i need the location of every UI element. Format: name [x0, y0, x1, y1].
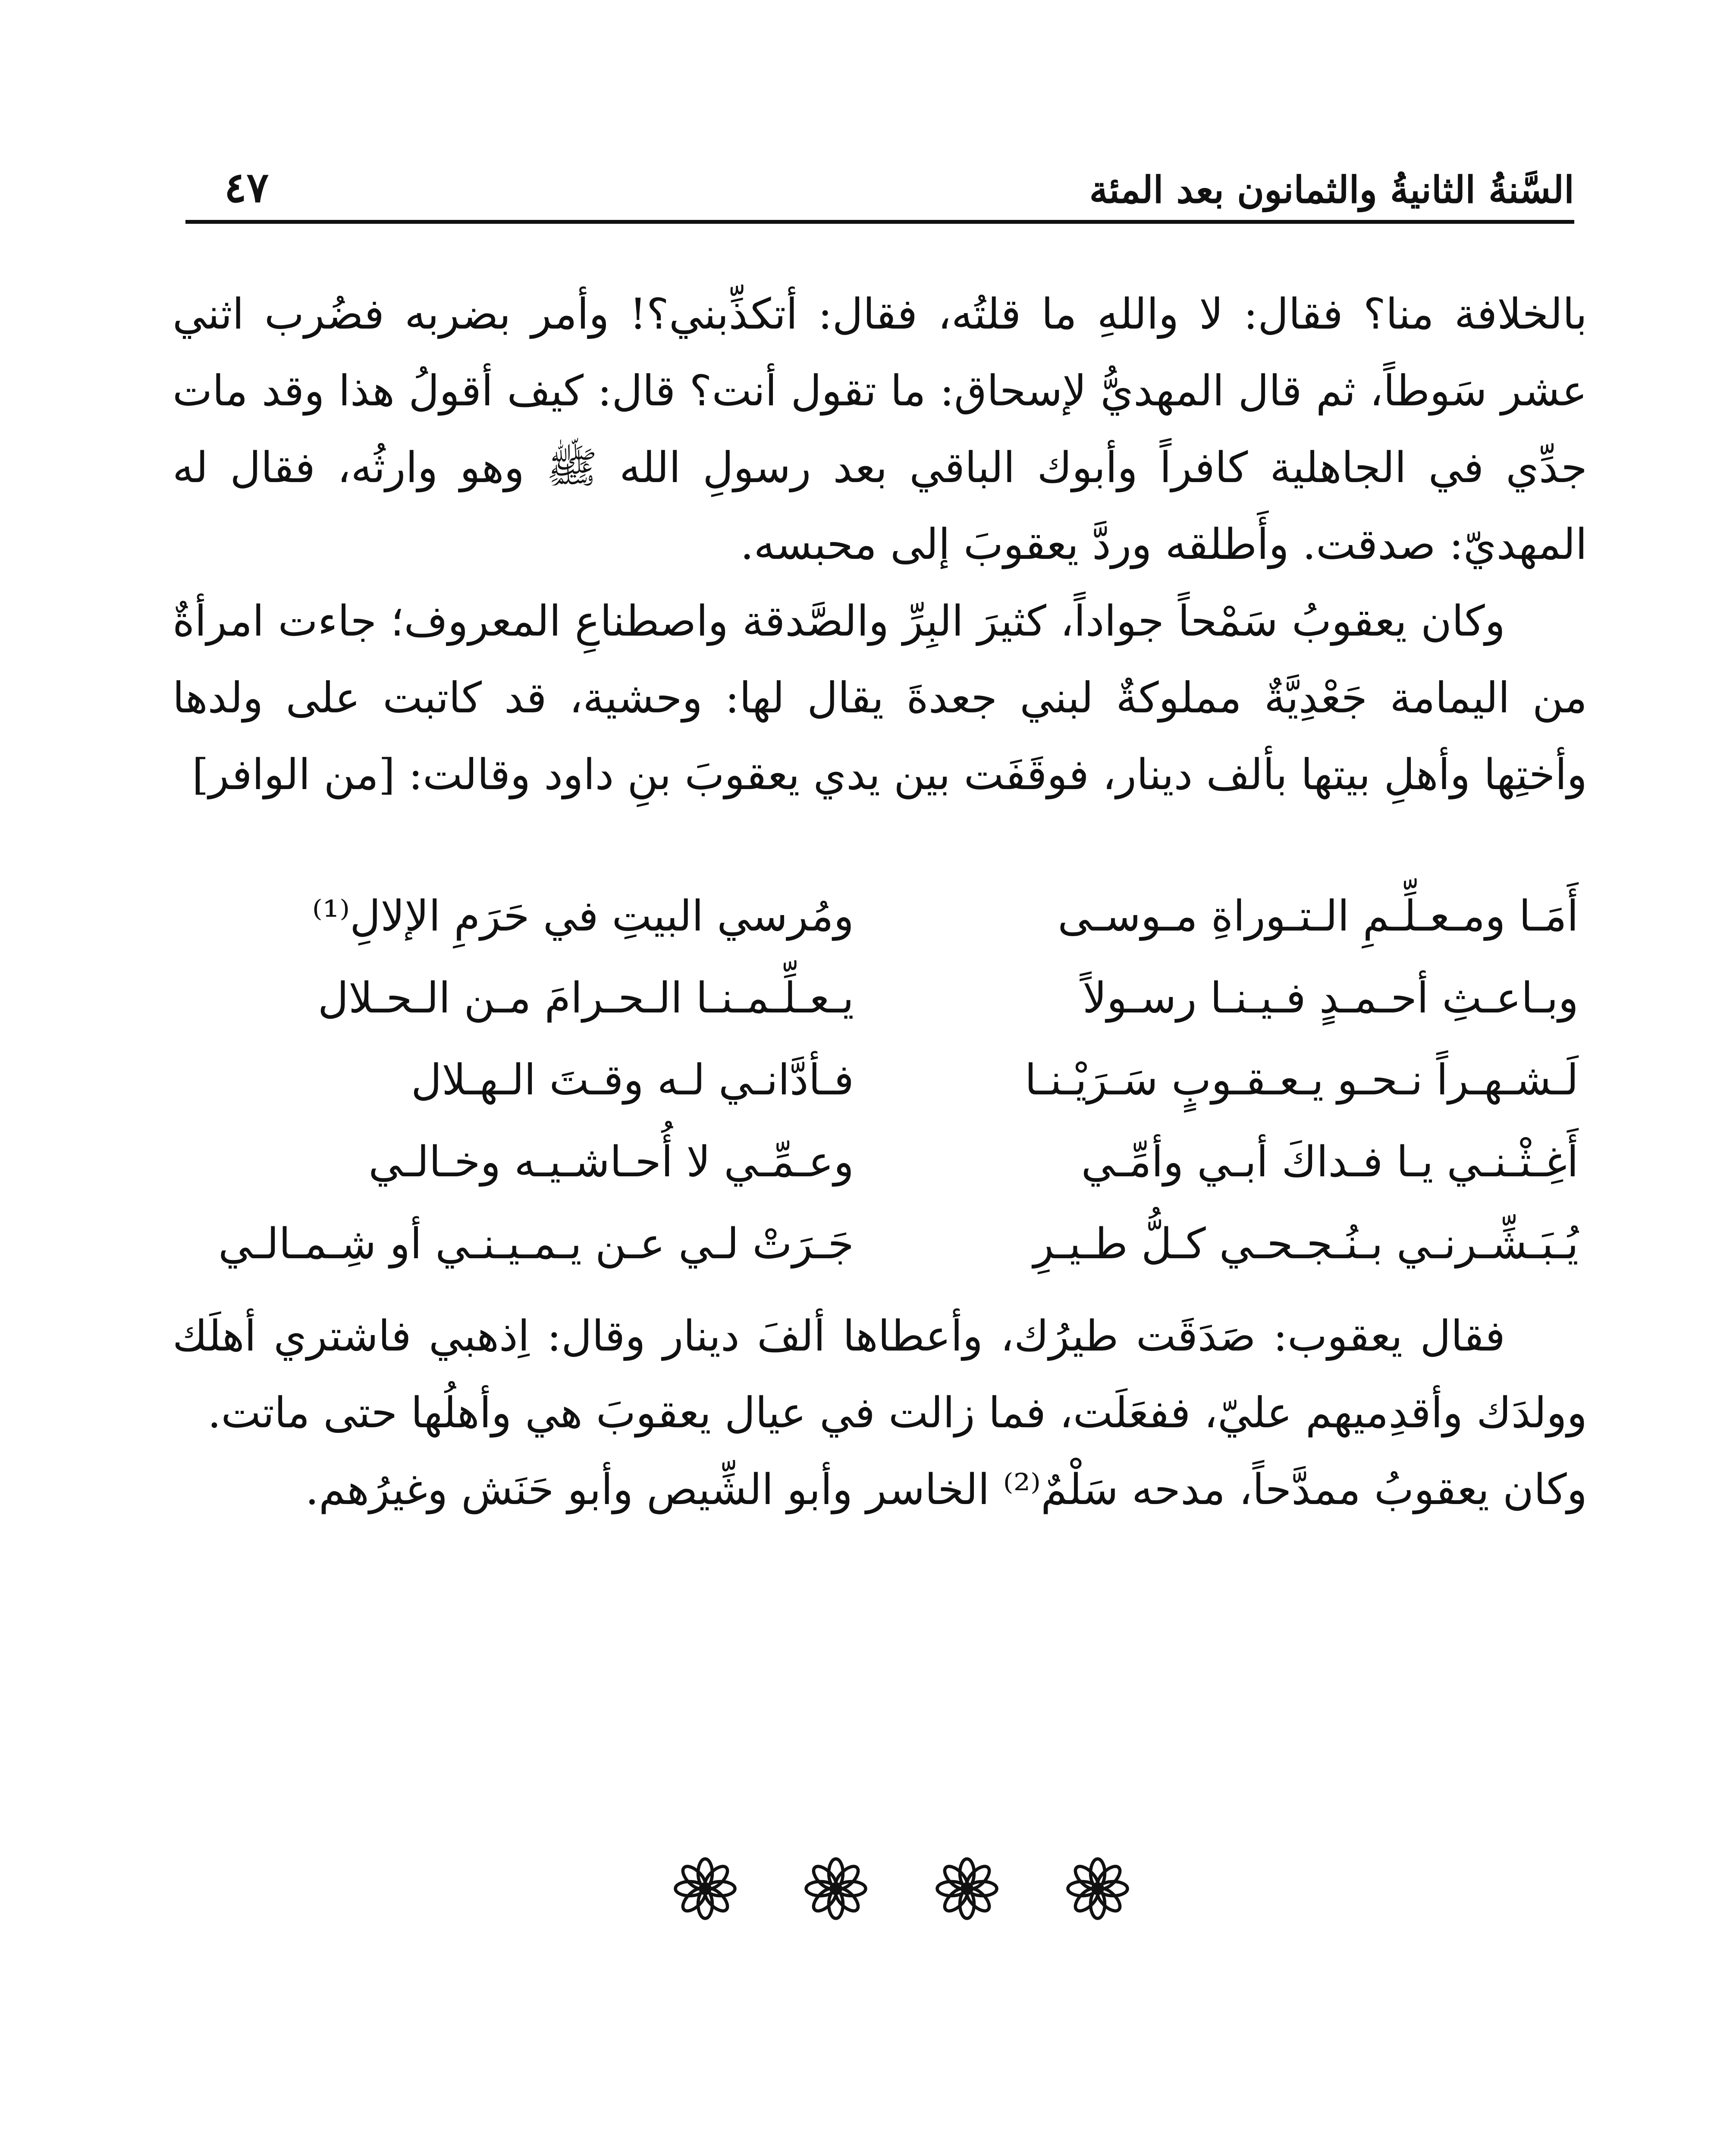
poem-line: [181, 1203, 1579, 1285]
verse-first-half: لَـشـهـراً نـحـو يـعـقـوبٍ سَـرَيْـنـا: [1024, 1056, 1579, 1105]
verse-second-half: ومُرسي البيتِ في حَرَمِ الإلالِ⁽¹⁾: [312, 892, 854, 941]
main-text: [173, 276, 1587, 813]
flower-ornament-icon: [935, 1856, 999, 1921]
paragraph: وكان يعقوبُ سَمْحاً جواداً، كثيرَ البِرِّ والصَّدقة واصطناعِ المعروف؛ جاءت امرأةٌ من اليمامة جَعْدِيَّةٌ مملوكةٌ لبني جعدةَ يقال لها: وحشية، قد كاتبت على ولدها وأختِها وأهلِ بيتها بألف دينار، فوقَفَت بين يدي يعقوبَ بنِ داود وقالت: [من الوافر]: [173, 597, 1587, 799]
flower-ornament-icon: [804, 1856, 868, 1921]
poem-line: [181, 1121, 1579, 1203]
verse-first-half: وبـاعـثِ أحـمـدٍ فـيـنـا رسـولاً: [1082, 974, 1579, 1023]
flower-ornament-icon: [1065, 1856, 1130, 1921]
verse-first-half: أَغِـثْـنـي يـا فـداكَ أبـي وأمِّـي: [1081, 1138, 1579, 1187]
verse-first-half: يُـبَـشِّـرنـي بـنُـجـحـي كـلُّ طـيـرِ: [1033, 1219, 1579, 1269]
verse-second-half: جَـرَتْ لـي عـن يـمـيـنـي أو شِـمـالـي: [218, 1219, 854, 1269]
paragraph: وكان يعقوبُ ممدَّحاً، مدحه سَلْمٌ⁽²⁾ الخاسر وأبو الشِّيص وأبو حَنَش وغيرُهم.: [305, 1465, 1587, 1514]
chapter-title: السَّنةُ الثانيةُ والثمانون بعد المئة: [1089, 168, 1574, 212]
page-number: ٤٧: [224, 163, 269, 212]
verse-first-half: أَمَـا ومـعـلِّـمِ الـتـوراةِ مـوسـى: [1058, 892, 1579, 941]
paragraph: فقال يعقوب: صَدَقَت طيرُك، وأعطاها ألفَ دينار وقال: اِذهبي فاشتري أهلَك وولدَك وأقدِميهم عليّ، ففعَلَت، فما زالت في عيال يعقوبَ هي وأهلُها حتى ماتت.: [173, 1312, 1587, 1438]
poem-line: [181, 1039, 1579, 1121]
verse-second-half: وعـمِّـي لا أُحـاشـيـه وخـالـي: [368, 1138, 854, 1187]
verse-second-half: يـعـلِّـمـنـا الـحـرامَ مـن الـحـلال: [317, 974, 854, 1023]
verse-second-half: فـأدَّانـي لـه وقـتَ الـهـلال: [411, 1056, 854, 1105]
poem: [181, 875, 1579, 1285]
poem-line: [181, 957, 1579, 1039]
running-header: [185, 155, 1574, 224]
section-ornaments: [673, 1841, 1130, 1936]
flower-ornament-icon: [673, 1856, 738, 1921]
closing-text: [173, 1298, 1587, 1528]
poem-line: [181, 875, 1579, 957]
paragraph: بالخلافة منا؟ فقال: لا واللهِ ما قلتُه، فقال: أتكذِّبني؟! وأمر بضربه فضُرب اثني عشر سَوطاً، ثم قال المهديُّ لإسحاق: ما تقول أنت؟ قال: كيف أقولُ هذا وقد مات جدِّي في الجاهلية كافراً وأبوك الباقي بعد رسولِ الله ﷺ وهو وارثُه، فقال له المهديّ: صدقت. وأَطلقه وردَّ يعقوبَ إلى محبسه.: [173, 290, 1587, 569]
